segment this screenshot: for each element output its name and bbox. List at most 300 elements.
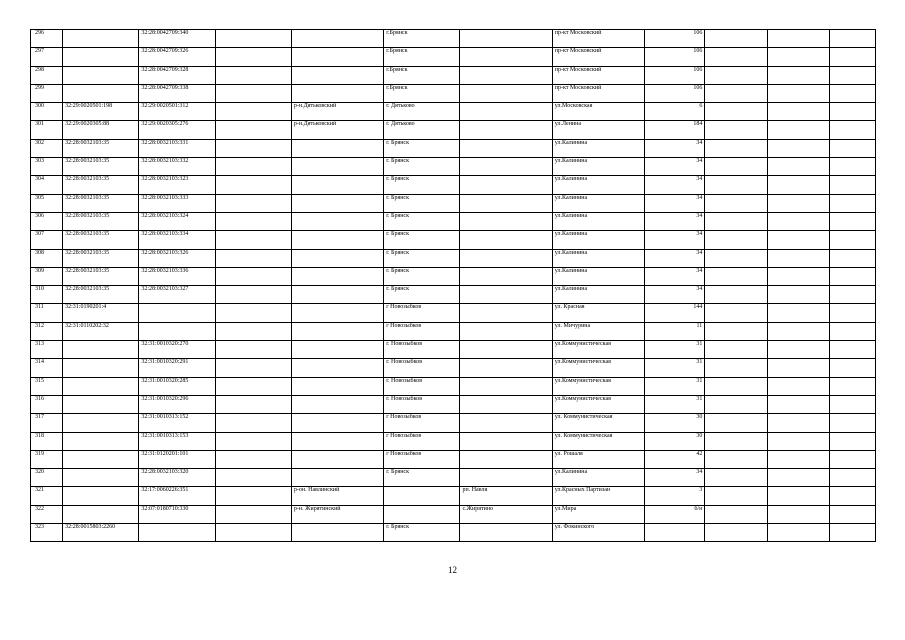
street-cell: пр-кт Московский <box>552 48 644 66</box>
cadastral-number-land: 32:31:0110202:32 <box>63 322 139 340</box>
row-number: 298 <box>31 66 63 84</box>
street-cell: ул.Коммунистическая <box>552 395 644 413</box>
table-row <box>31 450 876 468</box>
house-number-cell: 42 <box>645 450 705 468</box>
row-number: 313 <box>31 341 63 359</box>
table-row <box>31 84 876 102</box>
row-number: 302 <box>31 139 63 157</box>
extra-cell-3 <box>829 231 875 249</box>
extra-cell-1 <box>705 341 767 359</box>
street-cell: ул.Калинина <box>552 469 644 487</box>
street-cell: ул.Мира <box>552 505 644 523</box>
city-cell <box>384 487 460 505</box>
cadastral-number-land <box>63 395 139 413</box>
cadastral-number-land <box>63 505 139 523</box>
row-number: 322 <box>31 505 63 523</box>
street-cell: ул.Калинина <box>552 249 644 267</box>
cadastral-number-object: 32:31:0010320:270 <box>139 341 215 359</box>
row-number: 317 <box>31 414 63 432</box>
city-cell: г. Брянск <box>384 231 460 249</box>
extra-cell-3 <box>829 48 875 66</box>
cadastral-number-object: 32:28:0042709:340 <box>139 30 215 48</box>
district-cell: р-н. Жирятинский <box>291 505 383 523</box>
cadastral-number-object: 32:28:0032103:331 <box>139 139 215 157</box>
region-cell <box>215 267 291 285</box>
extra-cell-3 <box>829 267 875 285</box>
settlement-cell <box>460 249 552 267</box>
table-row <box>31 103 876 121</box>
district-cell <box>291 158 383 176</box>
street-cell: ул.Калинина <box>552 176 644 194</box>
city-cell: г Новозыбков <box>384 414 460 432</box>
cadastral-number-land <box>63 48 139 66</box>
cadastral-number-land <box>63 450 139 468</box>
table-row <box>31 267 876 285</box>
settlement-cell <box>460 414 552 432</box>
extra-cell-2 <box>767 414 829 432</box>
row-number: 311 <box>31 304 63 322</box>
extra-cell-3 <box>829 212 875 230</box>
extra-cell-2 <box>767 267 829 285</box>
extra-cell-2 <box>767 395 829 413</box>
region-cell <box>215 103 291 121</box>
cadastral-number-object: 32:31:0010313:153 <box>139 432 215 450</box>
region-cell <box>215 30 291 48</box>
street-cell: ул. Фокинского <box>552 524 644 542</box>
city-cell <box>384 505 460 523</box>
table-row <box>31 212 876 230</box>
house-number-cell: 34 <box>645 158 705 176</box>
extra-cell-3 <box>829 505 875 523</box>
extra-cell-3 <box>829 249 875 267</box>
cadastral-number-object: 32:07:0180710:330 <box>139 505 215 523</box>
cadastral-number-object: 32:28:0042709:328 <box>139 66 215 84</box>
settlement-cell <box>460 231 552 249</box>
settlement-cell <box>460 66 552 84</box>
city-cell: г. Брянск <box>384 286 460 304</box>
street-cell: пр-кт Московский <box>552 30 644 48</box>
table-row <box>31 249 876 267</box>
city-cell: г. Новозыбков <box>384 359 460 377</box>
cadastral-number-object: 32:28:0032103:327 <box>139 286 215 304</box>
street-cell: ул.Калинина <box>552 231 644 249</box>
cadastral-number-land <box>63 377 139 395</box>
settlement-cell <box>460 432 552 450</box>
extra-cell-1 <box>705 194 767 212</box>
settlement-cell <box>460 286 552 304</box>
street-cell: ул.Калинина <box>552 286 644 304</box>
district-cell <box>291 341 383 359</box>
cadastral-number-object <box>139 322 215 340</box>
cadastral-number-land: 32:28:0032103:35 <box>63 176 139 194</box>
extra-cell-2 <box>767 341 829 359</box>
house-number-cell: 106 <box>645 66 705 84</box>
house-number-cell: 106 <box>645 48 705 66</box>
region-cell <box>215 121 291 139</box>
district-cell <box>291 469 383 487</box>
district-cell <box>291 212 383 230</box>
extra-cell-1 <box>705 304 767 322</box>
row-number: 299 <box>31 84 63 102</box>
table-row <box>31 121 876 139</box>
cadastral-number-object: 32:17:0060226:351 <box>139 487 215 505</box>
cadastral-number-object: 32:28:0032103:324 <box>139 212 215 230</box>
cadastral-number-object <box>139 304 215 322</box>
house-number-cell: 30 <box>645 414 705 432</box>
street-cell: пр-кт Московский <box>552 84 644 102</box>
cadastral-number-land: 32:29:0020501:198 <box>63 103 139 121</box>
city-cell: г. Брянск <box>384 194 460 212</box>
table-row <box>31 286 876 304</box>
cadastral-number-object: 32:29:0020305:276 <box>139 121 215 139</box>
cadastral-number-object: 32:28:0042709:338 <box>139 84 215 102</box>
extra-cell-1 <box>705 469 767 487</box>
district-cell: р-н.Дятьковский <box>291 103 383 121</box>
table-row <box>31 432 876 450</box>
table-row <box>31 359 876 377</box>
settlement-cell <box>460 267 552 285</box>
street-cell: ул.Московская <box>552 103 644 121</box>
region-cell <box>215 524 291 542</box>
row-number: 321 <box>31 487 63 505</box>
cadastral-number-land: 32:28:0032103:35 <box>63 194 139 212</box>
region-cell <box>215 359 291 377</box>
extra-cell-3 <box>829 359 875 377</box>
district-cell <box>291 377 383 395</box>
house-number-cell <box>645 524 705 542</box>
house-number-cell: 6 <box>645 103 705 121</box>
table-row <box>31 487 876 505</box>
region-cell <box>215 48 291 66</box>
cadastral-number-object: 32:28:0032103:336 <box>139 267 215 285</box>
cadastral-number-land <box>63 30 139 48</box>
row-number: 315 <box>31 377 63 395</box>
district-cell <box>291 249 383 267</box>
district-cell <box>291 176 383 194</box>
region-cell <box>215 304 291 322</box>
house-number-cell: 31 <box>645 377 705 395</box>
settlement-cell <box>460 524 552 542</box>
settlement-cell <box>460 121 552 139</box>
table-row <box>31 322 876 340</box>
house-number-cell: 34 <box>645 267 705 285</box>
extra-cell-3 <box>829 286 875 304</box>
row-number: 297 <box>31 48 63 66</box>
city-cell: г. Брянск <box>384 212 460 230</box>
district-cell <box>291 84 383 102</box>
cadastral-number-object: 32:31:0120201:101 <box>139 450 215 468</box>
region-cell <box>215 66 291 84</box>
city-cell: г. Дятьково <box>384 103 460 121</box>
extra-cell-1 <box>705 267 767 285</box>
table-row <box>31 231 876 249</box>
extra-cell-1 <box>705 432 767 450</box>
extra-cell-1 <box>705 505 767 523</box>
district-cell <box>291 395 383 413</box>
city-cell: г Новозыбков <box>384 432 460 450</box>
settlement-cell <box>460 48 552 66</box>
cadastral-number-land: 32:28:0032103:35 <box>63 267 139 285</box>
cadastral-number-object: 32:31:0010320:285 <box>139 377 215 395</box>
region-cell <box>215 341 291 359</box>
street-cell: пр-кт Московский <box>552 66 644 84</box>
extra-cell-1 <box>705 139 767 157</box>
house-number-cell: 184 <box>645 121 705 139</box>
row-number: 300 <box>31 103 63 121</box>
extra-cell-3 <box>829 66 875 84</box>
region-cell <box>215 286 291 304</box>
region-cell <box>215 322 291 340</box>
extra-cell-2 <box>767 176 829 194</box>
document-table-container <box>30 29 876 542</box>
extra-cell-2 <box>767 450 829 468</box>
cadastral-number-object: 32:28:0032103:333 <box>139 194 215 212</box>
district-cell <box>291 66 383 84</box>
extra-cell-3 <box>829 139 875 157</box>
extra-cell-1 <box>705 249 767 267</box>
region-cell <box>215 505 291 523</box>
cadastral-number-object: 32:31:0010320:291 <box>139 359 215 377</box>
row-number: 320 <box>31 469 63 487</box>
extra-cell-1 <box>705 286 767 304</box>
region-cell <box>215 194 291 212</box>
row-number: 308 <box>31 249 63 267</box>
house-number-cell: 106 <box>645 30 705 48</box>
house-number-cell: 34 <box>645 194 705 212</box>
extra-cell-1 <box>705 48 767 66</box>
district-cell <box>291 359 383 377</box>
house-number-cell: 34 <box>645 249 705 267</box>
extra-cell-1 <box>705 231 767 249</box>
settlement-cell <box>460 304 552 322</box>
city-cell: г. Брянск <box>384 469 460 487</box>
cadastral-number-object: 32:31:0010320:296 <box>139 395 215 413</box>
street-cell: ул.Калинина <box>552 139 644 157</box>
city-cell: г. Новозыбков <box>384 395 460 413</box>
region-cell <box>215 231 291 249</box>
district-cell: р-он. Навлинский <box>291 487 383 505</box>
extra-cell-2 <box>767 48 829 66</box>
row-number: 318 <box>31 432 63 450</box>
cadastral-number-object: 32:28:0032103:320 <box>139 469 215 487</box>
row-number: 323 <box>31 524 63 542</box>
street-cell: ул.Коммунистическая <box>552 359 644 377</box>
table-row <box>31 395 876 413</box>
district-cell <box>291 30 383 48</box>
region-cell <box>215 395 291 413</box>
region-cell <box>215 212 291 230</box>
district-cell <box>291 414 383 432</box>
street-cell: ул. Красная <box>552 304 644 322</box>
house-number-cell: 106 <box>645 84 705 102</box>
cadastral-number-object: 32:29:0020501:312 <box>139 103 215 121</box>
district-cell <box>291 322 383 340</box>
extra-cell-2 <box>767 377 829 395</box>
extra-cell-2 <box>767 30 829 48</box>
extra-cell-3 <box>829 176 875 194</box>
settlement-cell <box>460 103 552 121</box>
house-number-cell: 31 <box>645 341 705 359</box>
extra-cell-1 <box>705 66 767 84</box>
extra-cell-2 <box>767 505 829 523</box>
cadastral-number-land <box>63 341 139 359</box>
settlement-cell <box>460 322 552 340</box>
row-number: 316 <box>31 395 63 413</box>
settlement-cell <box>460 212 552 230</box>
district-cell <box>291 524 383 542</box>
street-cell: ул. Коммунистическая <box>552 432 644 450</box>
extra-cell-3 <box>829 524 875 542</box>
extra-cell-3 <box>829 450 875 468</box>
extra-cell-2 <box>767 212 829 230</box>
table-row <box>31 524 876 542</box>
district-cell <box>291 231 383 249</box>
house-number-cell: 34 <box>645 212 705 230</box>
extra-cell-2 <box>767 469 829 487</box>
table-row <box>31 30 876 48</box>
city-cell: г.Брянск <box>384 66 460 84</box>
extra-cell-1 <box>705 487 767 505</box>
district-cell <box>291 450 383 468</box>
house-number-cell: 31 <box>645 359 705 377</box>
table-row <box>31 48 876 66</box>
settlement-cell <box>460 139 552 157</box>
extra-cell-2 <box>767 487 829 505</box>
district-cell <box>291 194 383 212</box>
cadastral-number-land <box>63 487 139 505</box>
region-cell <box>215 377 291 395</box>
city-cell: г. Брянск <box>384 176 460 194</box>
row-number: 307 <box>31 231 63 249</box>
district-cell <box>291 304 383 322</box>
extra-cell-2 <box>767 158 829 176</box>
extra-cell-2 <box>767 359 829 377</box>
district-cell <box>291 432 383 450</box>
region-cell <box>215 176 291 194</box>
extra-cell-3 <box>829 341 875 359</box>
extra-cell-2 <box>767 84 829 102</box>
city-cell: г. Новозыбков <box>384 341 460 359</box>
street-cell: ул.Калинина <box>552 212 644 230</box>
street-cell: ул.Калинина <box>552 267 644 285</box>
extra-cell-3 <box>829 414 875 432</box>
cadastral-number-object: 32:28:0042709:326 <box>139 48 215 66</box>
city-cell: г.Брянск <box>384 84 460 102</box>
city-cell: г. Брянск <box>384 158 460 176</box>
extra-cell-1 <box>705 30 767 48</box>
settlement-cell <box>460 395 552 413</box>
region-cell <box>215 432 291 450</box>
street-cell: ул. Рошаля <box>552 450 644 468</box>
table-row <box>31 66 876 84</box>
street-cell: ул.Красных Партизан <box>552 487 644 505</box>
table-row <box>31 377 876 395</box>
extra-cell-1 <box>705 524 767 542</box>
region-cell <box>215 139 291 157</box>
cadastral-number-object: 32:31:0010313:152 <box>139 414 215 432</box>
table-body <box>31 30 876 542</box>
street-cell: ул.Коммунистическая <box>552 341 644 359</box>
house-number-cell: 31 <box>645 395 705 413</box>
settlement-cell <box>460 84 552 102</box>
row-number: 306 <box>31 212 63 230</box>
extra-cell-1 <box>705 84 767 102</box>
cadastral-number-object: 32:28:0032103:332 <box>139 158 215 176</box>
city-cell: г Новозыбков <box>384 450 460 468</box>
extra-cell-3 <box>829 103 875 121</box>
table-row <box>31 414 876 432</box>
cadastral-number-land: 32:28:0032103:35 <box>63 139 139 157</box>
extra-cell-3 <box>829 84 875 102</box>
extra-cell-3 <box>829 432 875 450</box>
table-row <box>31 304 876 322</box>
settlement-cell <box>460 194 552 212</box>
row-number: 304 <box>31 176 63 194</box>
cadastral-number-land: 32:28:0032103:35 <box>63 286 139 304</box>
city-cell: г.Брянск <box>384 48 460 66</box>
settlement-cell <box>460 469 552 487</box>
extra-cell-2 <box>767 249 829 267</box>
settlement-cell <box>460 450 552 468</box>
house-number-cell: б/н <box>645 505 705 523</box>
street-cell: ул. Мичурина <box>552 322 644 340</box>
region-cell <box>215 158 291 176</box>
city-cell: г Новозыбков <box>384 304 460 322</box>
city-cell: г.Брянск <box>384 30 460 48</box>
extra-cell-3 <box>829 469 875 487</box>
cadastral-number-object <box>139 524 215 542</box>
extra-cell-3 <box>829 322 875 340</box>
extra-cell-3 <box>829 395 875 413</box>
settlement-cell <box>460 341 552 359</box>
cadastral-number-land: 32:28:0032103:35 <box>63 231 139 249</box>
row-number: 319 <box>31 450 63 468</box>
district-cell <box>291 48 383 66</box>
table-row <box>31 158 876 176</box>
house-number-cell: 34 <box>645 469 705 487</box>
extra-cell-3 <box>829 377 875 395</box>
cadastral-number-land: 32:31:0190201:4 <box>63 304 139 322</box>
extra-cell-1 <box>705 322 767 340</box>
extra-cell-2 <box>767 286 829 304</box>
row-number: 303 <box>31 158 63 176</box>
house-number-cell: 30 <box>645 432 705 450</box>
extra-cell-1 <box>705 395 767 413</box>
city-cell: г. Новозыбков <box>384 377 460 395</box>
extra-cell-3 <box>829 30 875 48</box>
city-cell: г. Брянск <box>384 139 460 157</box>
district-cell <box>291 139 383 157</box>
cadastral-number-object: 32:28:0032103:326 <box>139 249 215 267</box>
table-row <box>31 139 876 157</box>
street-cell: ул.Калинина <box>552 194 644 212</box>
house-number-cell: 34 <box>645 286 705 304</box>
street-cell: ул.Ленина <box>552 121 644 139</box>
cadastral-number-land: 32:29:0020305:88 <box>63 121 139 139</box>
cadastral-number-land <box>63 469 139 487</box>
extra-cell-3 <box>829 304 875 322</box>
city-cell: г. Брянск <box>384 249 460 267</box>
house-number-cell: 34 <box>645 176 705 194</box>
region-cell <box>215 84 291 102</box>
district-cell: р-н.Дятьковский <box>291 121 383 139</box>
row-number: 296 <box>31 30 63 48</box>
settlement-cell <box>460 158 552 176</box>
extra-cell-2 <box>767 524 829 542</box>
street-cell: ул.Коммунистическая <box>552 377 644 395</box>
city-cell: г. Брянск <box>384 267 460 285</box>
extra-cell-2 <box>767 231 829 249</box>
